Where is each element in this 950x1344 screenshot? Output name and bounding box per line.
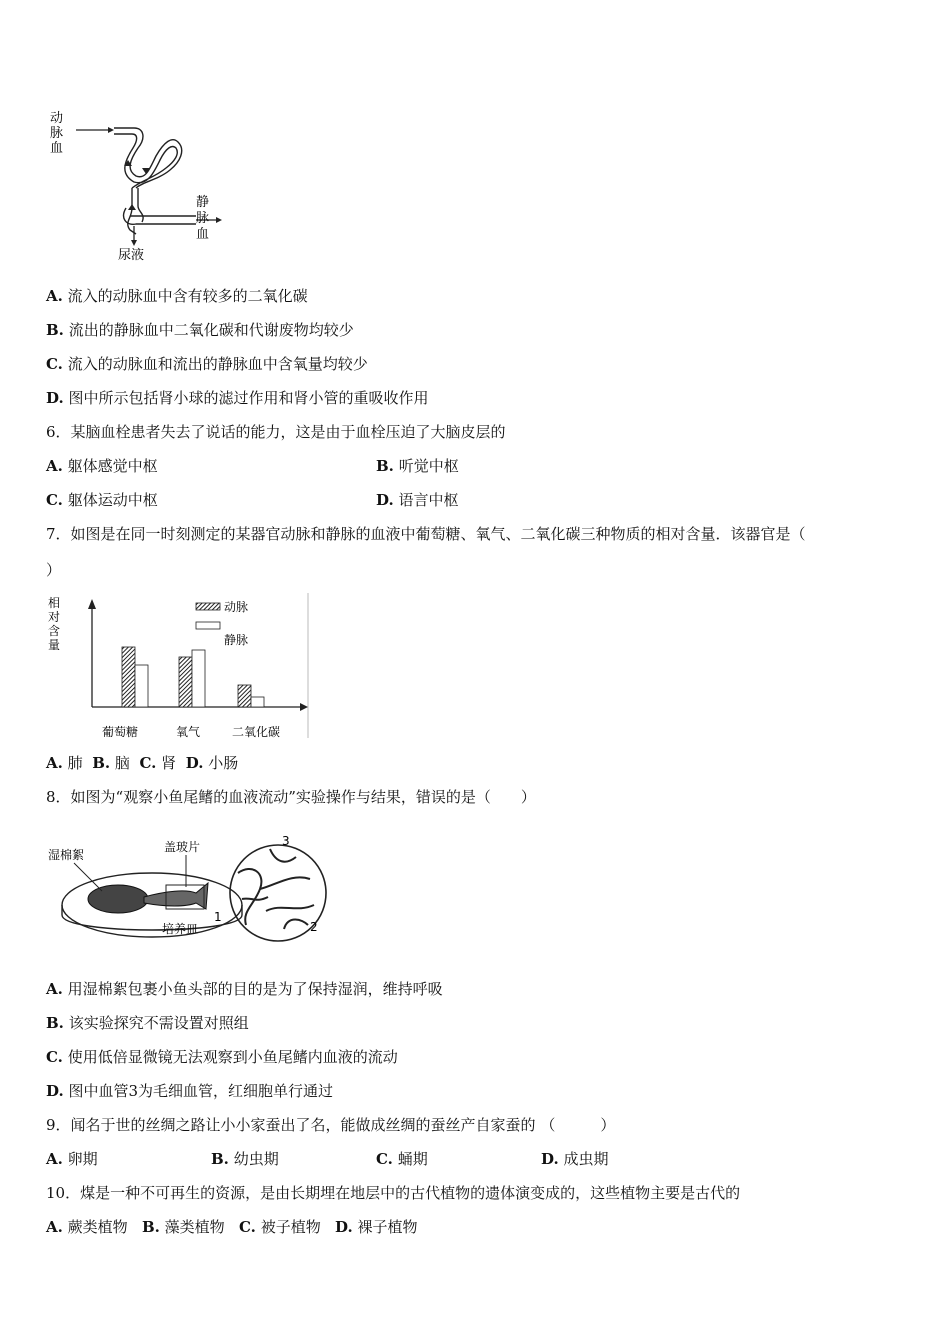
ylabel-char-2: 对 — [48, 610, 61, 624]
legend-swatch-artery — [196, 603, 220, 610]
ylabel-char-4: 量 — [48, 638, 61, 652]
category-label-co2: 二氧化碳 — [232, 725, 281, 739]
q7-stem-line1: 7．如图是在同一时刻测定的某器官动脉和静脉的血液中葡萄糖、氧气、二氧化碳三种物质的相对含量．该器官是（ — [46, 525, 806, 543]
label-artery-2: 脉 — [50, 126, 64, 141]
bar-artery-co2 — [238, 685, 251, 707]
q5-option-b: B. 流出的静脉血中二氧化碳和代谢废物均较少 — [46, 321, 354, 339]
bar-vein-glucose — [135, 665, 148, 707]
label-cotton: 湿棉絮 — [48, 848, 85, 862]
q9-option-a: A. 卵期 — [46, 1150, 98, 1168]
nephron-figure — [46, 108, 236, 263]
label-n1: 1 — [214, 910, 222, 924]
q5-option-c: C. 流入的动脉血和流出的静脉血中含氧量均较少 — [46, 355, 368, 373]
label-artery-1: 动 — [50, 111, 64, 126]
q8-option-d: D. 图中血管3为毛细血管，红细胞单行通过 — [46, 1082, 334, 1100]
legend-swatch-vein — [196, 622, 220, 629]
q8-option-a: A. 用湿棉絮包裹小鱼头部的目的是为了保持湿润，维持呼吸 — [46, 980, 443, 998]
bar-artery-glucose — [122, 647, 135, 707]
fish-tail-figure — [46, 833, 336, 953]
q8-stem: 8．如图为“观察小鱼尾鳍的血液流动”实验操作与结果，错误的是（ ） — [46, 788, 536, 806]
q6-stem: 6．某脑血栓患者失去了说话的能力，这是由于血栓压迫了大脑皮层的 — [46, 423, 506, 441]
q9-option-d: D. 成虫期 — [541, 1150, 609, 1168]
q5-option-d: D. 图中所示包括肾小球的滤过作用和肾小管的重吸收作用 — [46, 389, 429, 407]
legend-label-artery: 动脉 — [224, 600, 249, 614]
category-label-glucose: 葡萄糖 — [102, 725, 139, 739]
label-vein-1: 静 — [196, 195, 210, 210]
q10-stem: 10．煤是一种不可再生的资源，是由长期埋在地层中的古代植物的遗体演变成的，这些植物主要是古代的 — [46, 1184, 741, 1202]
label-dish: 培养皿 — [162, 922, 199, 936]
bar-vein-co2 — [251, 697, 264, 707]
label-artery-3: 血 — [50, 141, 64, 156]
label-coverslip: 盖玻片 — [164, 840, 201, 854]
q9-stem: 9．闻名于世的丝绸之路让小小家蚕出了名，能做成丝绸的蚕丝产自家蚕的 （ ） — [46, 1116, 616, 1134]
q6-option-a: A. 躯体感觉中枢 — [46, 457, 158, 475]
q7-stem-line2: ） — [46, 561, 62, 579]
bar-vein-oxygen — [192, 650, 205, 707]
label-vein-3: 血 — [196, 227, 210, 242]
q8-option-b: B. 该实验探究不需设置对照组 — [46, 1014, 249, 1032]
q6-option-d: D. 语言中枢 — [376, 491, 459, 509]
q5-option-a: A. 流入的动脉血中含有较多的二氧化碳 — [46, 287, 308, 305]
ylabel-char-3: 含 — [48, 624, 61, 638]
q7-options: A. 肺 B. 脑 C. 肾 D. 小肠 — [46, 754, 239, 772]
q9-option-b: B. 幼虫期 — [211, 1150, 279, 1168]
ylabel-char-1: 相 — [48, 596, 61, 610]
q8-option-c: C. 使用低倍显微镜无法观察到小鱼尾鳍内血液的流动 — [46, 1048, 398, 1066]
q10-options: A. 蕨类植物 B. 藻类植物 C. 被子植物 D. 裸子植物 — [46, 1218, 418, 1236]
blood-chart — [46, 593, 310, 741]
q6-option-c: C. 躯体运动中枢 — [46, 491, 158, 509]
label-vein-2: 脉 — [196, 211, 210, 226]
bar-artery-oxygen — [179, 657, 192, 707]
q6-option-b: B. 听觉中枢 — [376, 457, 459, 475]
label-urine: 尿液 — [118, 248, 145, 263]
category-label-oxygen: 氧气 — [176, 725, 201, 739]
legend-label-vein: 静脉 — [224, 633, 249, 647]
q9-option-c: C. 蛹期 — [376, 1150, 428, 1168]
label-n3: 3 — [282, 834, 290, 848]
label-n2: 2 — [310, 920, 318, 934]
